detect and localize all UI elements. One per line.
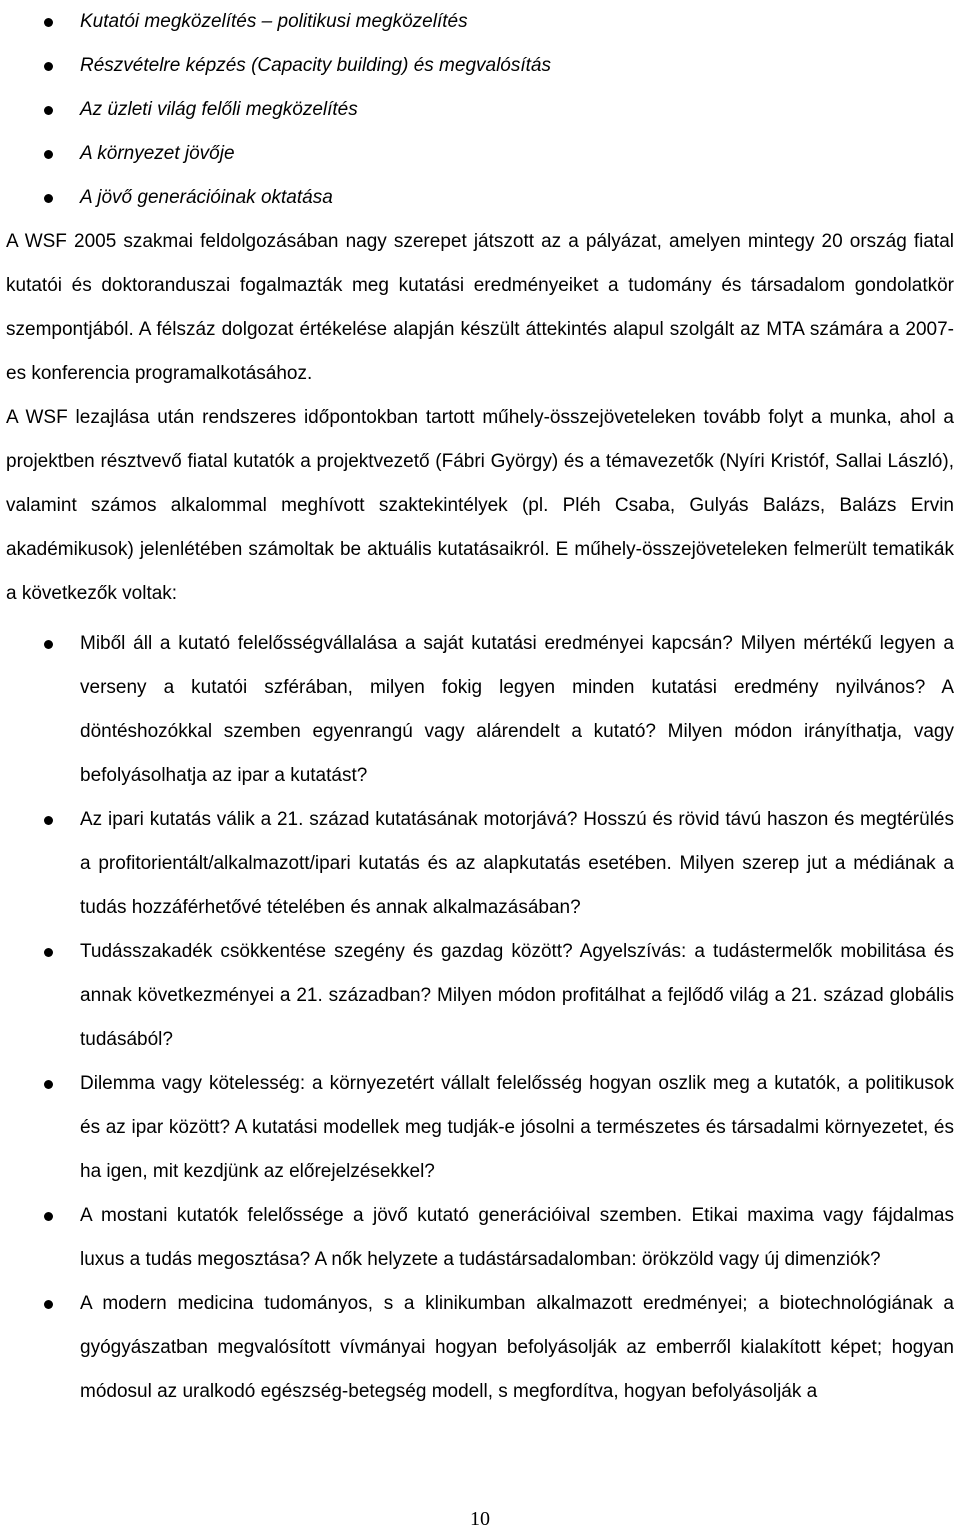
list-item-text: Tudásszakadék csökkentése szegény és gazdag között? Agyelszívás: a tudástermelők mobilitása és annak következményei a 21. században? Milyen módon profitálhat a fejlődő világ a 21. század globális tudásából? — [80, 941, 954, 1050]
list-item — [6, 1062, 954, 1194]
list-item-text: Az üzleti világ felőli megközelítés — [80, 99, 358, 120]
bullet-icon — [44, 948, 53, 957]
bullet-icon — [44, 106, 53, 115]
list-item — [6, 0, 954, 44]
list-item — [6, 44, 954, 88]
list-item-text: A jövő generációinak oktatása — [80, 187, 333, 208]
bullet-icon — [44, 150, 53, 159]
bullet-icon — [44, 62, 53, 71]
list-item — [6, 622, 954, 798]
list-item — [6, 88, 954, 132]
list-item-text: Részvételre képzés (Capacity building) és megvalósítás — [80, 55, 551, 76]
list-item-text: Kutatói megközelítés – politikusi megközelítés — [80, 11, 468, 32]
list-item-text: Dilemma vagy kötelesség: a környezetért vállalt felelősség hogyan oszlik meg a kutatók, a politikusok és az ipar között? A kutatási modellek meg tudják-e jósolni a természetes és társadalmi környezetet, és ha igen, mit kezdjünk az előrejelzésekkel? — [80, 1073, 954, 1182]
bullet-icon — [44, 816, 53, 825]
italic-bullet-list — [6, 0, 954, 220]
list-item-text: A mostani kutatók felelőssége a jövő kutató generációival szemben. Etikai maxima vagy fájdalmas luxus a tudás megosztása? A nők helyzete a tudástársadalomban: örökzöld vagy új dimenziók? — [80, 1205, 954, 1270]
bullet-icon — [44, 1080, 53, 1089]
paragraph-workshops: A WSF lezajlása után rendszeres időpontokban tartott műhely-összejöveteleken tovább folyt a munka, ahol a projektben résztvevő fiatal kutatók a projektvezető (Fábri György) és a témavezetők (Nyíri Kristóf, Sallai László), valamint számos alkalommal meghívott szaktekintélyek (pl. Pléh Csaba, Gulyás Balázs, Balázs Ervin akadémikusok) jelenlétében számoltak be aktuális kutatásaikról. E műhely-összejöveteleken felmerült tematikák a következők voltak: — [6, 407, 954, 604]
bullet-icon — [44, 1212, 53, 1221]
list-item — [6, 798, 954, 930]
bullet-icon — [44, 194, 53, 203]
bullet-icon — [44, 18, 53, 27]
list-item-text: A modern medicina tudományos, s a klinikumban alkalmazott eredményei; a biotechnológiának a gyógyászatban megvalósított vívmányai hogyan befolyásolják az emberről kialakított képet; hogyan módosul az uralkodó egészség-betegség modell, s megfordítva, hogyan befolyásolják a — [80, 1293, 954, 1402]
list-item — [6, 930, 954, 1062]
bullet-icon — [44, 1300, 53, 1309]
paragraph-wsf-2005: A WSF 2005 szakmai feldolgozásában nagy szerepet játszott az a pályázat, amelyen mintegy 20 ország fiatal kutatói és doktoranduszai fogalmazták meg kutatási eredményeiket a tudomány és társadalom gondolatkör szempontjából. A félszáz dolgozat értékelése alapján készült áttekintés alapul szolgált az MTA számára a 2007-es konferencia programalkotásához. — [6, 231, 954, 384]
document-page — [6, 0, 954, 1414]
page-number: 10 — [470, 1508, 490, 1530]
list-item-text: Miből áll a kutató felelősségvállalása a saját kutatási eredményei kapcsán? Milyen mértékű legyen a verseny a kutatói szférában, milyen fokig legyen minden kutatási eredmény nyilvános? A döntéshozókkal szemben egyenrangú vagy alárendelt a kutató? Milyen módon irányíthatja, vagy befolyásolhatja az ipar a kutatást? — [80, 633, 954, 786]
bullet-icon — [44, 640, 53, 649]
list-item — [6, 176, 954, 220]
list-item — [6, 1194, 954, 1282]
list-item-text: A környezet jövője — [80, 143, 235, 164]
list-item — [6, 1282, 954, 1414]
list-item — [6, 132, 954, 176]
topics-bullet-list — [6, 622, 954, 1414]
list-item-text: Az ipari kutatás válik a 21. század kutatásának motorjává? Hosszú és rövid távú haszon és megtérülés a profitorientált/alkalmazott/ipari kutatás és az alapkutatás esetében. Milyen szerep jut a médiának a tudás hozzáférhetővé tételében és annak alkalmazásában? — [80, 809, 954, 918]
